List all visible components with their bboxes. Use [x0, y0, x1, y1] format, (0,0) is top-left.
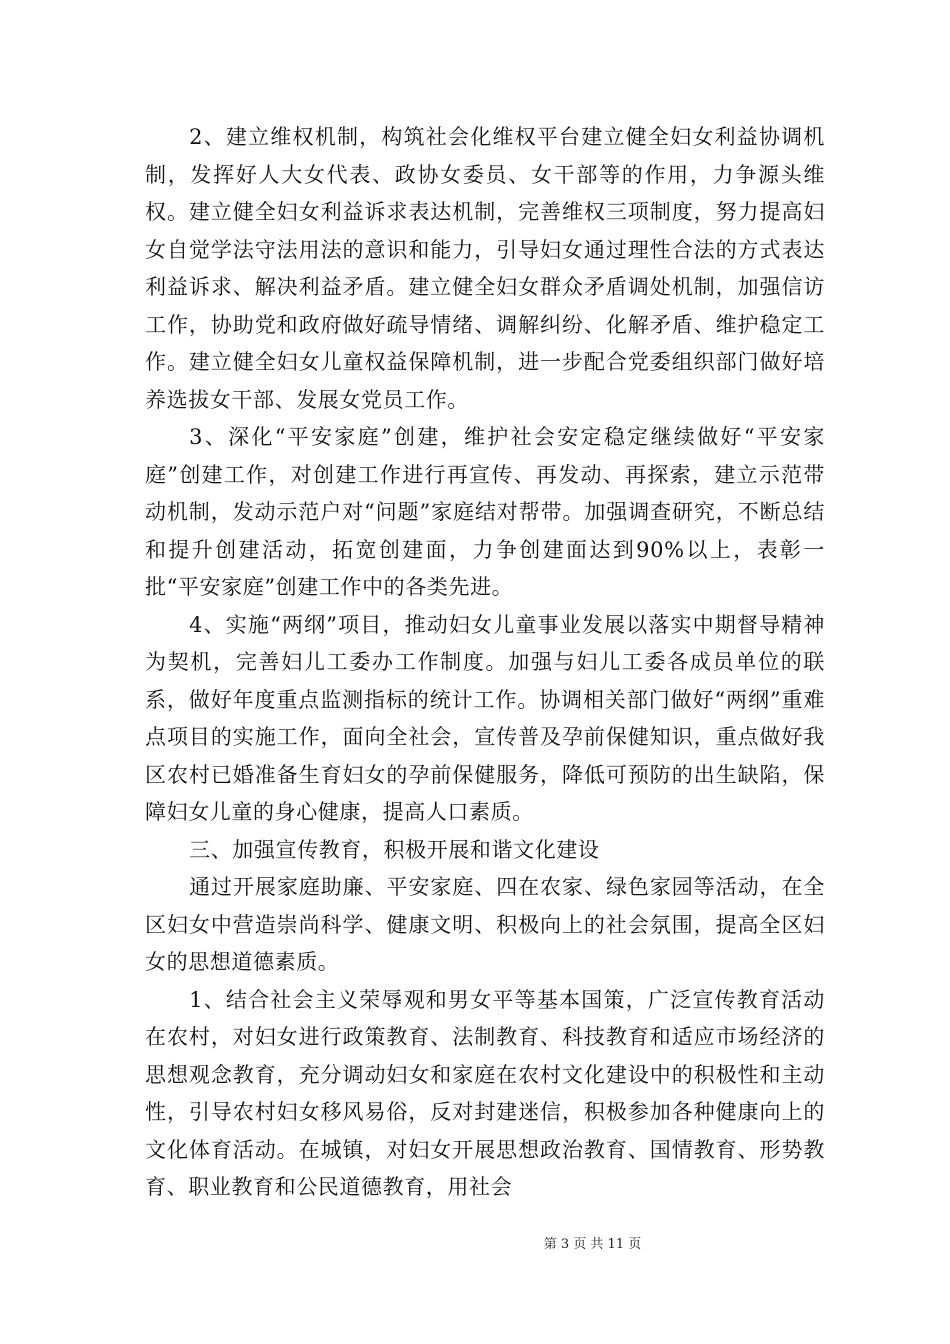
paragraph-1: 2、建立维权机制，构筑社会化维权平台建立健全妇女利益协调机制，发挥好人大女代表、政协女委员、女干部等的作用，力争源头维权。建立健全妇女利益诉求表达机制，完善维权三项制度，努力提高妇女自觉学法守法用法的意识和能力，引导妇女通过理性合法的方式表达利益诉求、解决利益矛盾。建立健全妇女群众矛盾调处机制，加强信访工作，协助党和政府做好疏导情绪、调解纠纷、化解矛盾、维护稳定工作。建立健全妇女儿童权益保障机制，进一步配合党委组织部门做好培养选拔女干部、发展女党员工作。 [145, 125, 825, 412]
paragraph-3: 4、实施“两纲”项目，推动妇女儿童事业发展以落实中期督导精神为契机，完善妇儿工委办工作制度。加强与妇儿工委各成员单位的联系，做好年度重点监测指标的统计工作。协调相关部门做好“两纲”重难点项目的实施工作，面向全社会，宣传普及孕前保健知识，重点做好我区农村已婚准备生育妇女的孕前保健服务，降低可预防的出生缺陷，保障妇女儿童的身心健康，提高人口素质。 [145, 612, 825, 824]
page-number-footer: 第 3 页 共 11 页 [543, 1237, 642, 1252]
paragraph-5: 1、结合社会主义荣辱观和男女平等基本国策，广泛宣传教育活动在农村，对妇女进行政策教育、法制教育、科技教育和适应市场经济的思想观念教育，充分调动妇女和家庭在农村文化建设中的积极性和主动性，引导农村妇女移风易俗，反对封建迷信，积极参加各种健康向上的文化体育活动。在城镇，对妇女开展思想政治教育、国情教育、形势教育、职业教育和公民道德教育，用社会 [145, 987, 825, 1199]
section-heading: 三、加强宣传教育，积极开展和谐文化建设 [189, 837, 600, 862]
paragraph-4: 通过开展家庭助廉、平安家庭、四在农家、绿色家园等活动，在全区妇女中营造崇尚科学、健康文明、积极向上的社会氛围，提高全区妇女的思想道德素质。 [145, 875, 825, 974]
paragraph-2: 3、深化“平安家庭”创建，维护社会安定稳定继续做好“平安家庭”创建工作，对创建工作进行再宣传、再发动、再探索，建立示范带动机制，发动示范户对“问题”家庭结对帮带。加强调查研究，不断总结和提升创建活动，拓宽创建面，力争创建面达到90%以上，表彰一批“平安家庭”创建工作中的各类先进。 [145, 425, 825, 599]
document-body [145, 119, 825, 1207]
